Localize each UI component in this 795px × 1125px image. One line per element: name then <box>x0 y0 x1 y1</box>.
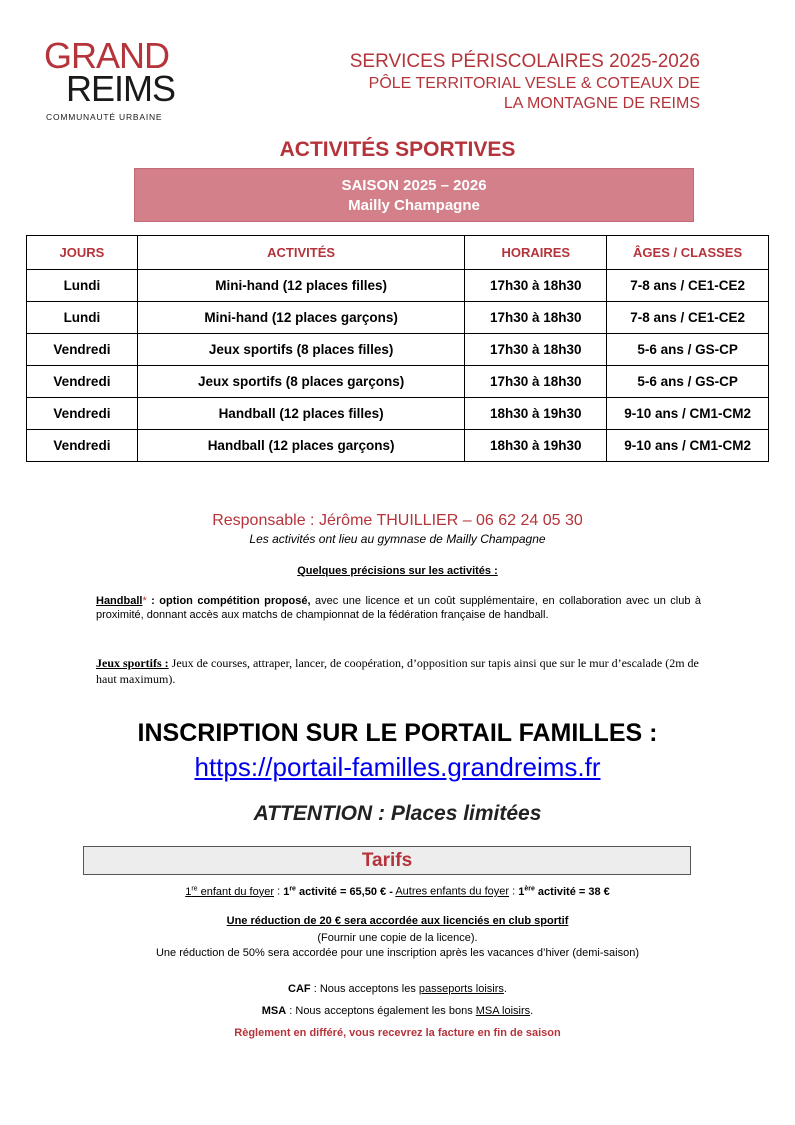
header-subtitle-1: PÔLE TERRITORIAL VESLE & COTEAUX DE <box>368 75 700 92</box>
table-row <box>27 334 769 366</box>
logo-subtitle: COMMUNAUTÉ URBAINE <box>46 112 163 122</box>
tarif-first-label: enfant du foyer <box>197 885 275 898</box>
cell-activity: Jeux sportifs (8 places filles) <box>137 334 464 366</box>
col-header-ages: ÂGES / CLASSES <box>607 236 769 270</box>
table-row <box>27 366 769 398</box>
reduction-demi-saison: Une réduction de 50% sera accordée pour une inscription après les vacances d’hiver (demi-saison) <box>155 947 640 959</box>
cell-time: 17h30 à 18h30 <box>465 270 607 302</box>
cell-time: 17h30 à 18h30 <box>465 302 607 334</box>
season-location: Mailly Champagne <box>348 197 480 214</box>
tarif-other-num: 1 <box>518 885 525 898</box>
tarif-line <box>0 885 795 898</box>
header-title: SERVICES PÉRISCOLAIRES 2025-2026 <box>349 51 700 72</box>
cell-activity: Mini-hand (12 places filles) <box>137 270 464 302</box>
cell-day: Lundi <box>27 302 138 334</box>
cell-day: Vendredi <box>27 366 138 398</box>
caf-line <box>0 983 795 995</box>
msa-text: : Nous acceptons également les bons <box>286 1005 476 1017</box>
logo-grand: GRAND <box>44 35 170 76</box>
tarif-sep-2: : <box>509 885 519 898</box>
cell-ages: 5-6 ans / GS-CP <box>607 334 769 366</box>
portal-link[interactable]: https://portail-familles.grandreims.fr <box>194 752 601 782</box>
cell-time: 18h30 à 19h30 <box>465 398 607 430</box>
header-subtitle-2: LA MONTAGNE DE REIMS <box>503 95 700 112</box>
logo-reims: REIMS <box>66 68 176 109</box>
jeux-key: Jeux sportifs : <box>96 656 169 670</box>
caf-label: CAF <box>288 983 311 995</box>
col-header-jours: JOURS <box>27 236 138 270</box>
activity-location: Les activités ont lieu au gymnase de Mailly Champagne <box>249 532 546 546</box>
cell-activity: Handball (12 places filles) <box>137 398 464 430</box>
season-banner <box>134 168 694 222</box>
msa-label: MSA <box>261 1005 287 1017</box>
inscription-heading: INSCRIPTION SUR LE PORTAIL FAMILLES : <box>137 719 658 747</box>
cell-day: Vendredi <box>27 430 138 462</box>
tarifs-title: Tarifs <box>83 846 691 875</box>
cell-day: Vendredi <box>27 334 138 366</box>
table-header-row <box>27 236 769 270</box>
col-header-activites: ACTIVITÉS <box>137 236 464 270</box>
cell-time: 18h30 à 19h30 <box>465 430 607 462</box>
table-row <box>27 430 769 462</box>
reduction-licence: Une réduction de 20 € sera accordée aux licenciés en club sportif <box>226 915 569 927</box>
table-row <box>27 398 769 430</box>
cell-ages: 7-8 ans / CE1-CE2 <box>607 270 769 302</box>
season-label: SAISON 2025 – 2026 <box>341 177 487 194</box>
caf-passeports: passeports loisirs <box>418 983 504 995</box>
msa-line <box>0 1005 795 1017</box>
tarif-first-act-num: 1 <box>283 885 290 898</box>
tarif-first-act-sup: re <box>289 885 296 892</box>
responsable-contact: Responsable : Jérôme THUILLIER – 06 62 24 05 30 <box>212 512 583 529</box>
tarif-other-children: Autres enfants du foyer <box>395 885 510 898</box>
handball-option: : option compétition proposé, <box>146 595 311 607</box>
jeux-description <box>96 655 701 687</box>
document-header <box>350 50 700 114</box>
reglement-notice: Règlement en différé, vous recevrez la facture en fin de saison <box>234 1027 561 1039</box>
precisions-title: Quelques précisions sur les activités : <box>297 565 498 577</box>
cell-time: 17h30 à 18h30 <box>465 334 607 366</box>
cell-ages: 9-10 ans / CM1-CM2 <box>607 398 769 430</box>
grand-reims-logo <box>44 35 194 122</box>
msa-end: . <box>530 1005 534 1017</box>
caf-text: : Nous acceptons les <box>310 983 419 995</box>
cell-time: 17h30 à 18h30 <box>465 366 607 398</box>
section-title: ACTIVITÉS SPORTIVES <box>279 138 516 161</box>
tarif-first-act-price: activité = 65,50 € - <box>295 885 393 898</box>
jeux-text: Jeux de courses, attraper, lancer, de coopération, d’opposition sur tapis ainsi que sur le mur d’escalade (2m de haut maximum). <box>96 656 699 686</box>
cell-activity: Jeux sportifs (8 places garçons) <box>137 366 464 398</box>
msa-loisirs: MSA loisirs <box>475 1005 531 1017</box>
cell-activity: Mini-hand (12 places garçons) <box>137 302 464 334</box>
tarif-other-sup: ère <box>524 885 535 892</box>
cell-activity: Handball (12 places garçons) <box>137 430 464 462</box>
tarif-first-sup: re <box>191 885 198 892</box>
col-header-horaires: HORAIRES <box>465 236 607 270</box>
cell-day: Vendredi <box>27 398 138 430</box>
tarif-sep-1: : <box>274 885 284 898</box>
handball-text: avec une licence et un coût supplémentaire, en collaboration avec un club à proximité, donnant accès aux matchs de championnat de la fédération française de handball. <box>96 595 702 621</box>
tarif-first-price <box>283 886 393 898</box>
tarif-other-act-price: activité = 38 € <box>534 885 610 898</box>
cell-ages: 5-6 ans / GS-CP <box>607 366 769 398</box>
cell-day: Lundi <box>27 270 138 302</box>
table-row <box>27 270 769 302</box>
cell-ages: 9-10 ans / CM1-CM2 <box>607 430 769 462</box>
handball-star: * <box>142 595 147 607</box>
handball-key: Handball <box>96 595 143 607</box>
tarif-first-child <box>185 886 274 898</box>
tarif-first-num: 1 <box>185 885 192 898</box>
licence-copy: (Fournir une copie de la licence). <box>317 932 478 944</box>
schedule-table <box>26 235 769 462</box>
caf-end: . <box>503 983 507 995</box>
handball-description <box>96 594 701 622</box>
tarif-other-price <box>518 886 610 898</box>
table-row <box>27 302 769 334</box>
cell-ages: 7-8 ans / CE1-CE2 <box>607 302 769 334</box>
attention-notice: ATTENTION : Places limitées <box>253 802 542 825</box>
